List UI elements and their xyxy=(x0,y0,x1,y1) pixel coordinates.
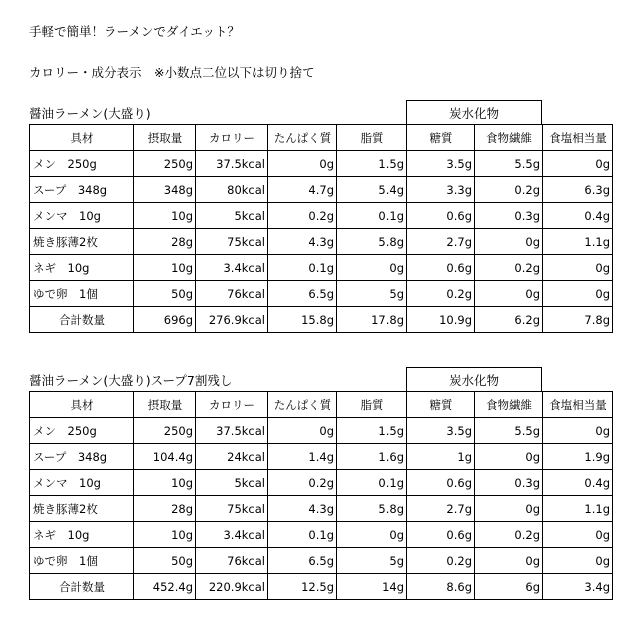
page-subtitle: カロリー・成分表示 ※小数点二位以下は切り捨て xyxy=(29,65,315,80)
value-cell: 0.1g xyxy=(268,522,337,548)
value-cell: 4.3g xyxy=(268,229,337,255)
value-cell: 5.8g xyxy=(337,229,407,255)
value-cell: 250g xyxy=(134,418,196,444)
value-cell: 76kcal xyxy=(196,281,268,307)
ingredient-cell: ゆで卵 1個 xyxy=(30,548,134,574)
value-cell: 0g xyxy=(543,151,613,177)
value-cell: 10g xyxy=(134,203,196,229)
value-cell: 220.9kcal xyxy=(196,574,268,600)
ingredient-cell: メンマ 10g xyxy=(30,470,134,496)
value-cell: 1.9g xyxy=(543,444,613,470)
value-cell: 5kcal xyxy=(196,203,268,229)
value-cell: 3.5g xyxy=(407,151,475,177)
table-row xyxy=(30,203,613,229)
value-cell: 2.7g xyxy=(407,229,475,255)
value-cell: 0g xyxy=(475,444,543,470)
value-cell: 5.8g xyxy=(337,496,407,522)
value-cell: 0g xyxy=(268,418,337,444)
value-cell: 4.3g xyxy=(268,496,337,522)
value-cell: 6g xyxy=(475,574,543,600)
value-cell: 1.5g xyxy=(337,151,407,177)
value-cell: 5g xyxy=(337,548,407,574)
header-row xyxy=(30,125,613,151)
table-row xyxy=(30,177,613,203)
value-cell: 10g xyxy=(134,522,196,548)
value-cell: 8.6g xyxy=(407,574,475,600)
value-cell: 3.4kcal xyxy=(196,255,268,281)
value-cell: 75kcal xyxy=(196,496,268,522)
table-row xyxy=(30,151,613,177)
value-cell: 276.9kcal xyxy=(196,307,268,333)
value-cell: 80kcal xyxy=(196,177,268,203)
value-cell: 5.5g xyxy=(475,418,543,444)
nutrition-table-block-1 xyxy=(29,100,612,333)
column-header: 摂取量 xyxy=(134,125,196,151)
value-cell: 0g xyxy=(543,548,613,574)
value-cell: 0g xyxy=(337,255,407,281)
value-cell: 0.2g xyxy=(407,281,475,307)
value-cell: 12.5g xyxy=(268,574,337,600)
ingredient-cell: メン 250g xyxy=(30,151,134,177)
value-cell: 50g xyxy=(134,548,196,574)
column-header: 具材 xyxy=(30,392,134,418)
value-cell: 0.2g xyxy=(268,470,337,496)
value-cell: 5.5g xyxy=(475,151,543,177)
value-cell: 0.6g xyxy=(407,522,475,548)
value-cell: 0.2g xyxy=(407,548,475,574)
table-row xyxy=(30,522,613,548)
carb-group-header: 炭水化物 xyxy=(406,100,542,124)
column-header: 糖質 xyxy=(407,392,475,418)
value-cell: 76kcal xyxy=(196,548,268,574)
total-row xyxy=(30,574,613,600)
value-cell: 0g xyxy=(268,151,337,177)
value-cell: 5kcal xyxy=(196,470,268,496)
value-cell: 3.4kcal xyxy=(196,522,268,548)
value-cell: 696g xyxy=(134,307,196,333)
value-cell: 0.4g xyxy=(543,203,613,229)
value-cell: 14g xyxy=(337,574,407,600)
value-cell: 3.3g xyxy=(407,177,475,203)
value-cell: 10.9g xyxy=(407,307,475,333)
column-header: 糖質 xyxy=(407,125,475,151)
value-cell: 0.6g xyxy=(407,203,475,229)
value-cell: 37.5kcal xyxy=(196,151,268,177)
value-cell: 28g xyxy=(134,229,196,255)
table-row xyxy=(30,255,613,281)
column-header: カロリー xyxy=(196,392,268,418)
column-header: 具材 xyxy=(30,125,134,151)
nutrition-table xyxy=(29,391,613,600)
table-row xyxy=(30,444,613,470)
value-cell: 452.4g xyxy=(134,574,196,600)
column-header: 食物繊維 xyxy=(475,125,543,151)
table-caption: 醤油ラーメン(大盛り)スープ7割残し xyxy=(29,373,233,388)
value-cell: 50g xyxy=(134,281,196,307)
nutrition-table xyxy=(29,124,613,333)
column-header: 食塩相当量 xyxy=(543,392,613,418)
value-cell: 28g xyxy=(134,496,196,522)
value-cell: 0.3g xyxy=(475,203,543,229)
table-row xyxy=(30,418,613,444)
value-cell: 24kcal xyxy=(196,444,268,470)
value-cell: 104.4g xyxy=(134,444,196,470)
column-header: たんぱく質 xyxy=(268,392,337,418)
value-cell: 1.6g xyxy=(337,444,407,470)
value-cell: 0.6g xyxy=(407,470,475,496)
value-cell: 0.6g xyxy=(407,255,475,281)
value-cell: 1.5g xyxy=(337,418,407,444)
table-row xyxy=(30,229,613,255)
carb-group-header: 炭水化物 xyxy=(406,367,542,391)
page-title: 手軽で簡単！ラーメンでダイエット？ xyxy=(29,24,240,39)
value-cell: 0.3g xyxy=(475,470,543,496)
value-cell: 0.2g xyxy=(475,522,543,548)
value-cell: 6.5g xyxy=(268,281,337,307)
ingredient-cell: メンマ 10g xyxy=(30,203,134,229)
value-cell: 0.2g xyxy=(268,203,337,229)
value-cell: 0g xyxy=(475,496,543,522)
value-cell: 17.8g xyxy=(337,307,407,333)
total-row xyxy=(30,307,613,333)
ingredient-cell: スープ 348g xyxy=(30,177,134,203)
value-cell: 0g xyxy=(543,255,613,281)
header-row xyxy=(30,392,613,418)
value-cell: 15.8g xyxy=(268,307,337,333)
table-caption: 醤油ラーメン(大盛り) xyxy=(29,106,151,121)
value-cell: 4.7g xyxy=(268,177,337,203)
value-cell: 10g xyxy=(134,255,196,281)
value-cell: 0g xyxy=(337,522,407,548)
value-cell: 6.5g xyxy=(268,548,337,574)
value-cell: 75kcal xyxy=(196,229,268,255)
ingredient-cell: 合計数量 xyxy=(30,307,134,333)
table-row xyxy=(30,281,613,307)
value-cell: 37.5kcal xyxy=(196,418,268,444)
value-cell: 1.4g xyxy=(268,444,337,470)
nutrition-table-block-2 xyxy=(29,367,612,600)
value-cell: 0.1g xyxy=(268,255,337,281)
value-cell: 1g xyxy=(407,444,475,470)
value-cell: 7.8g xyxy=(543,307,613,333)
column-header: カロリー xyxy=(196,125,268,151)
value-cell: 1.1g xyxy=(543,229,613,255)
value-cell: 0g xyxy=(475,229,543,255)
table-row xyxy=(30,496,613,522)
value-cell: 6.3g xyxy=(543,177,613,203)
column-header: 食物繊維 xyxy=(475,392,543,418)
table-row xyxy=(30,470,613,496)
value-cell: 0g xyxy=(543,522,613,548)
ingredient-cell: 焼き豚薄2枚 xyxy=(30,229,134,255)
value-cell: 0.4g xyxy=(543,470,613,496)
value-cell: 0g xyxy=(475,548,543,574)
value-cell: 348g xyxy=(134,177,196,203)
ingredient-cell: ネギ 10g xyxy=(30,255,134,281)
value-cell: 3.4g xyxy=(543,574,613,600)
value-cell: 5.4g xyxy=(337,177,407,203)
value-cell: 250g xyxy=(134,151,196,177)
ingredient-cell: メン 250g xyxy=(30,418,134,444)
ingredient-cell: ゆで卵 1個 xyxy=(30,281,134,307)
ingredient-cell: 焼き豚薄2枚 xyxy=(30,496,134,522)
column-header: 脂質 xyxy=(337,125,407,151)
value-cell: 0.2g xyxy=(475,255,543,281)
value-cell: 0.2g xyxy=(475,177,543,203)
column-header: たんぱく質 xyxy=(268,125,337,151)
column-header: 食塩相当量 xyxy=(543,125,613,151)
value-cell: 0g xyxy=(475,281,543,307)
value-cell: 0g xyxy=(543,418,613,444)
ingredient-cell: 合計数量 xyxy=(30,574,134,600)
column-header: 摂取量 xyxy=(134,392,196,418)
value-cell: 0.1g xyxy=(337,203,407,229)
value-cell: 3.5g xyxy=(407,418,475,444)
ingredient-cell: スープ 348g xyxy=(30,444,134,470)
value-cell: 0g xyxy=(543,281,613,307)
value-cell: 5g xyxy=(337,281,407,307)
column-header: 脂質 xyxy=(337,392,407,418)
value-cell: 6.2g xyxy=(475,307,543,333)
table-row xyxy=(30,548,613,574)
value-cell: 1.1g xyxy=(543,496,613,522)
ingredient-cell: ネギ 10g xyxy=(30,522,134,548)
value-cell: 2.7g xyxy=(407,496,475,522)
value-cell: 10g xyxy=(134,470,196,496)
value-cell: 0.1g xyxy=(337,470,407,496)
